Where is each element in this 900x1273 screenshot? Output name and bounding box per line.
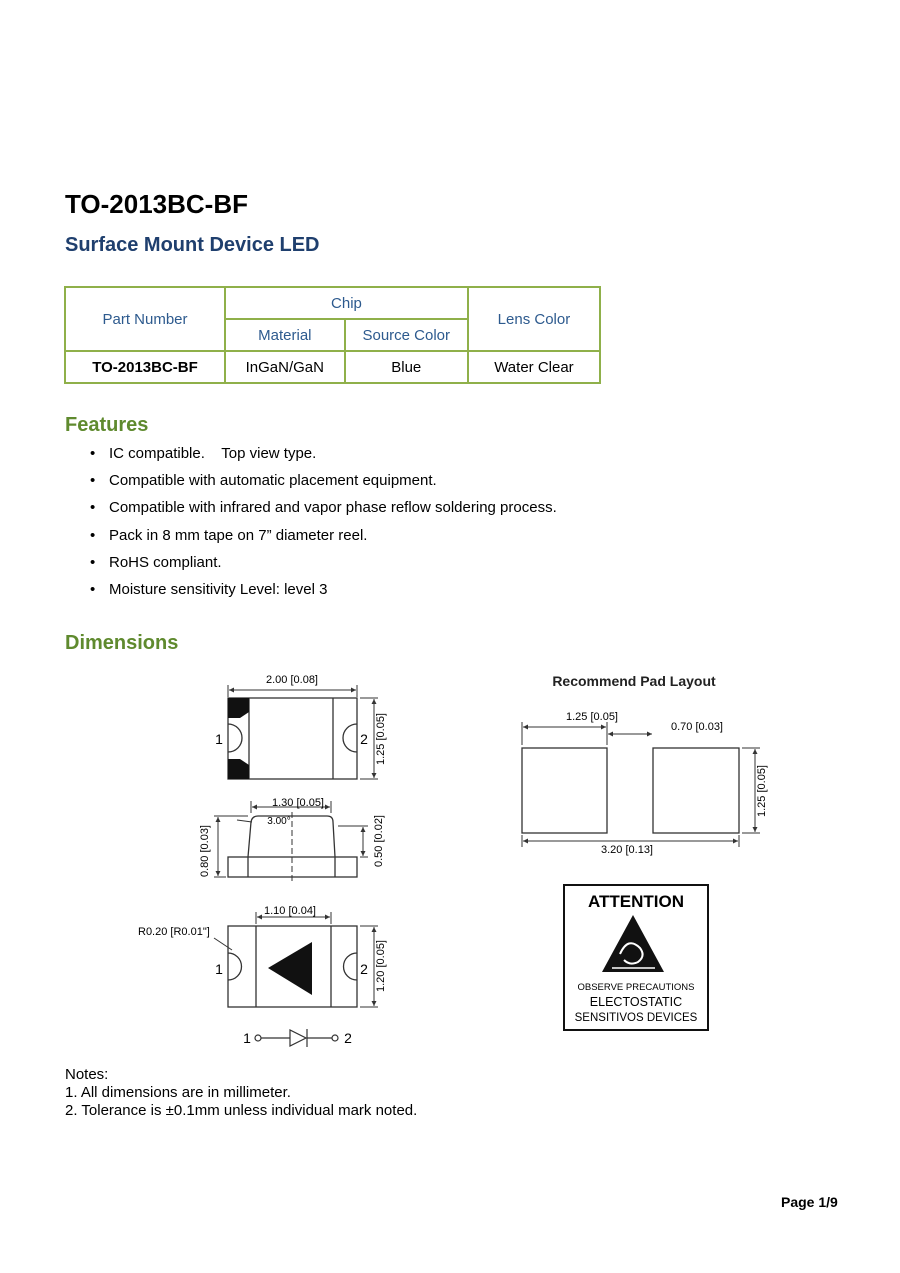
diode-schematic	[255, 1029, 338, 1047]
top-view-pin2-label: 2	[360, 731, 368, 747]
pad-total-width-label: 3.20 [0.13]	[601, 844, 653, 856]
pad-gap-label: 0.70 [0.03]	[671, 721, 723, 733]
side-view-total-height-label: 0.80 [0.03]	[199, 825, 211, 877]
bottom-view-pin2-label: 2	[360, 961, 368, 977]
feature-item: • RoHS compliant.	[90, 553, 557, 580]
note-item: 1. All dimensions are in millimeter.	[65, 1084, 291, 1101]
attention-line1: OBSERVE PRECAUTIONS	[577, 982, 695, 993]
bottom-view-width-label: 1.10 [0.04]	[264, 905, 316, 917]
page-number: Page 1/9	[781, 1194, 838, 1210]
attention-title: ATTENTION	[587, 892, 685, 911]
pad-layout-title: Recommend Pad Layout	[552, 673, 716, 689]
dimensions-heading: Dimensions	[65, 632, 179, 654]
note-item: 2. Tolerance is ±0.1mm unless individual mark noted.	[65, 1102, 418, 1119]
part-number-header: Part Number	[65, 287, 225, 351]
notes	[65, 1066, 417, 1120]
bottom-view-pin1-label: 1	[215, 961, 223, 977]
attention-line2: ELECTOSTATIC	[589, 995, 683, 1009]
feature-item: • Pack in 8 mm tape on 7” diameter reel.	[90, 526, 557, 553]
pad-width-label: 1.25 [0.05]	[566, 711, 618, 723]
material-cell: InGaN/GaN	[225, 351, 345, 383]
top-view-pin1-label: 1	[215, 731, 223, 747]
source-color-cell: Blue	[345, 351, 468, 383]
side-view-angle-label: 3.00°	[267, 816, 291, 827]
attention-line3: SENSITIVOS DEVICES	[574, 1012, 698, 1024]
document-title: TO-2013BC-BF	[65, 189, 249, 219]
top-view-height-label: 1.25 [0.05]	[375, 713, 387, 765]
notes-heading: Notes:	[65, 1066, 109, 1083]
feature-item: • Moisture sensitivity Level: level 3	[90, 580, 557, 607]
pad-height-label: 1.25 [0.05]	[756, 765, 768, 817]
bottom-view-height-label: 1.20 [0.05]	[375, 940, 387, 992]
lens-color-header: Lens Color	[468, 287, 600, 351]
lens-color-cell: Water Clear	[468, 351, 600, 383]
feature-item: • Compatible with automatic placement equipment.	[90, 471, 557, 498]
polarity-triangle-icon	[268, 942, 312, 995]
feature-item: • Compatible with infrared and vapor phase reflow soldering process.	[90, 498, 557, 525]
schematic-pin2-label: 2	[344, 1030, 352, 1046]
schematic-pin1-label: 1	[243, 1030, 251, 1046]
part-number-cell: TO-2013BC-BF	[65, 351, 225, 383]
top-view-width-label: 2.00 [0.08]	[266, 674, 318, 686]
features-heading: Features	[65, 414, 149, 436]
pad-layout-drawing	[522, 722, 760, 847]
side-view-top-width-label: 1.30 [0.05]	[272, 797, 324, 809]
top-view-drawing	[228, 685, 378, 779]
bottom-view-radius-label: R0.20 [R0.01"]	[138, 926, 210, 938]
side-view-drawing	[214, 801, 368, 884]
feature-item: • IC compatible. Top view type.	[90, 444, 557, 471]
material-header: Material	[225, 319, 345, 351]
chip-header: Chip	[225, 287, 468, 319]
document-subtitle: Surface Mount Device LED	[65, 234, 320, 256]
source-color-header: Source Color	[345, 319, 468, 351]
side-view-base-height-label: 0.50 [0.02]	[373, 815, 385, 867]
